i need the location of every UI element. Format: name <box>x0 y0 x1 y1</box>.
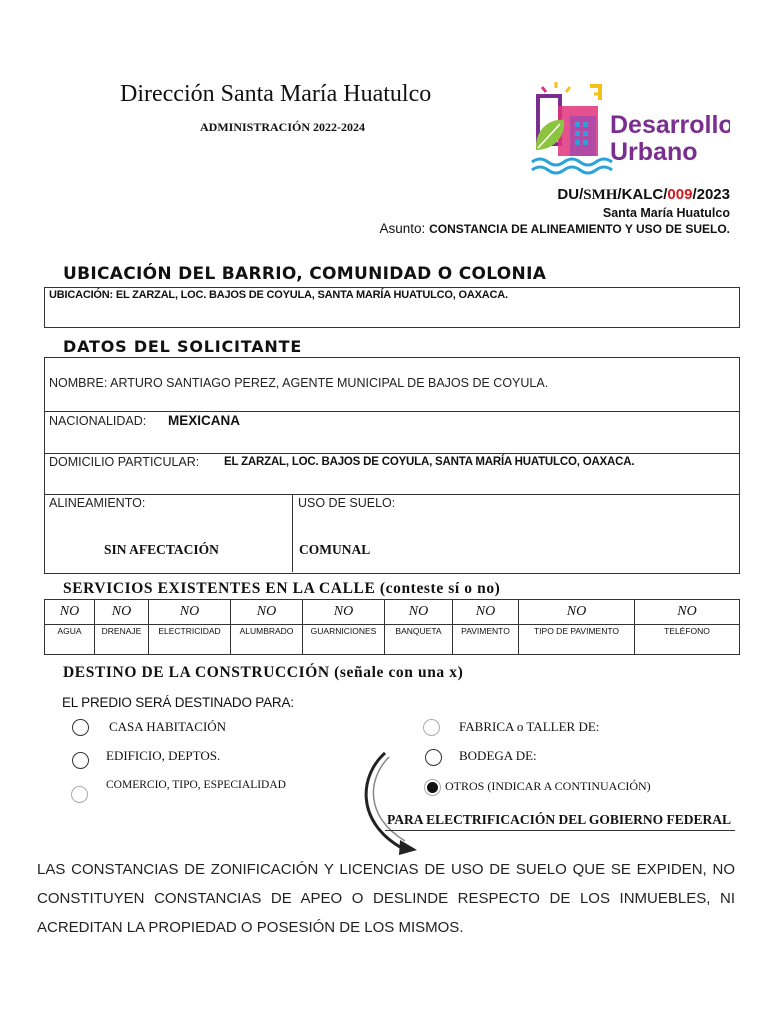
service-answer[interactable]: NO <box>453 600 519 625</box>
service-header: TIPO DE PAVIMENTO <box>519 625 635 655</box>
service-header <box>231 625 303 655</box>
service-header: TELÉFONO <box>635 625 740 655</box>
other-detail-underline <box>385 830 735 831</box>
address-value: EL ZARZAL, LOC. BAJOS DE COYULA, SANTA MARÍA HUATULCO, OAXACA. <box>224 456 635 468</box>
divider <box>292 494 293 572</box>
curved-arrow-icon <box>355 745 435 865</box>
service-header: AGUA <box>45 625 95 655</box>
service-answer[interactable]: NO <box>149 600 231 625</box>
address-label: DOMICILIO PARTICULAR: <box>49 455 200 469</box>
location-section-title: UBICACIÓN DEL BARRIO, COMUNIDAD O COLONIA <box>63 264 547 284</box>
service-answer[interactable]: NO <box>635 600 740 625</box>
subject-label: Asunto: <box>379 221 426 236</box>
subject-line <box>380 221 730 236</box>
alignment-value: SIN AFECTACIÓN <box>104 542 219 557</box>
service-answer[interactable]: NO <box>95 600 149 625</box>
service-header: PAVIMENTO <box>453 625 519 655</box>
service-answer[interactable]: NO <box>303 600 385 625</box>
other-detail: PARA ELECTRIFICACIÓN DEL GOBIERNO FEDERAL <box>387 812 732 827</box>
legal-note: LAS CONSTANCIAS DE ZONIFICACIÓN Y LICENCIAS DE USO DE SUELO QUE SE EXPIDEN, NO CONSTITUYEN CONSTANCIAS DE APEO O DESLINDE RESPECTO DE LOS INMUEBLES, NI ACREDITAN LA PROPIEDAD O POSESIÓN DE LOS MISMOS. <box>37 861 735 936</box>
applicant-name-line: NOMBRE: ARTURO SANTIAGO PEREZ, AGENTE MUNICIPAL DE BAJOS DE COYULA. <box>49 376 549 390</box>
land-use-label: USO DE SUELO: <box>298 496 396 510</box>
destination-section-title: DESTINO DE LA CONSTRUCCIÓN (señale con una x) <box>63 664 464 681</box>
applicant-section-title: DATOS DEL SOLICITANTE <box>63 337 303 356</box>
radio-comercio[interactable] <box>71 786 88 803</box>
radio-casa-habitacion[interactable] <box>72 719 89 736</box>
option-comercio: COMERCIO, TIPO, ESPECIALIDAD <box>106 779 286 791</box>
service-header: ELECTRICIDAD <box>149 625 231 655</box>
services-answers-row <box>45 600 740 625</box>
reference-place: Santa María Huatulco <box>602 206 730 220</box>
reference-number <box>557 186 730 204</box>
service-header: DRENAJE <box>95 625 149 655</box>
service-answer[interactable]: NO <box>519 600 635 625</box>
page-title: Dirección Santa María Huatulco <box>120 81 432 107</box>
option-casa-habitacion: CASA HABITACIÓN <box>109 719 227 734</box>
ref-prefix: DU/ <box>557 186 584 203</box>
ref-number: 009 <box>667 186 693 203</box>
service-header: BANQUETA <box>385 625 453 655</box>
location-text: UBICACIÓN: EL ZARZAL, LOC. BAJOS DE COYULA, SANTA MARÍA HUATULCO, OAXACA. <box>49 289 508 301</box>
land-use-value: COMUNAL <box>299 542 371 557</box>
option-fabrica-taller: FABRICA o TALLER DE: <box>459 719 600 734</box>
option-bodega: BODEGA DE: <box>459 748 537 763</box>
service-answer[interactable]: NO <box>231 600 303 625</box>
service-header-text: ALUMBRADO <box>239 626 294 636</box>
nationality-label: NACIONALIDAD: <box>49 414 147 428</box>
subject-value: CONSTANCIA DE ALINEAMIENTO Y USO DE SUELO. <box>429 222 730 236</box>
radio-edificio-deptos[interactable] <box>72 752 89 769</box>
divider <box>44 411 739 412</box>
administration-period: ADMINISTRACIÓN 2022-2024 <box>200 120 366 134</box>
alignment-label: ALINEAMIENTO: <box>49 496 146 510</box>
service-answer[interactable]: NO <box>45 600 95 625</box>
logo-text-line2: Urbano <box>610 138 698 166</box>
radio-fabrica-taller[interactable] <box>423 719 440 736</box>
ref-year: /2023 <box>692 186 730 203</box>
services-table <box>44 599 740 655</box>
nationality-value: MEXICANA <box>168 413 241 428</box>
option-edificio-deptos: EDIFICIO, DEPTOS. <box>106 748 221 763</box>
ref-smh: SMH <box>583 187 618 203</box>
logo-graphic <box>530 80 730 180</box>
divider <box>44 494 739 495</box>
desarrollo-urbano-logo <box>530 80 730 180</box>
service-header: GUARNICIONES <box>303 625 385 655</box>
service-answer[interactable]: NO <box>385 600 453 625</box>
logo-text-line1: Desarrollo <box>610 111 730 139</box>
ref-middle: /KALC/ <box>617 186 668 203</box>
option-otros: OTROS (INDICAR A CONTINUACIÓN) <box>445 779 651 793</box>
divider <box>44 453 739 454</box>
destination-intro: EL PREDIO SERÁ DESTINADO PARA: <box>62 695 294 710</box>
services-header-row <box>45 625 740 655</box>
services-section-title: SERVICIOS EXISTENTES EN LA CALLE (conteste sí o no) <box>63 580 501 597</box>
